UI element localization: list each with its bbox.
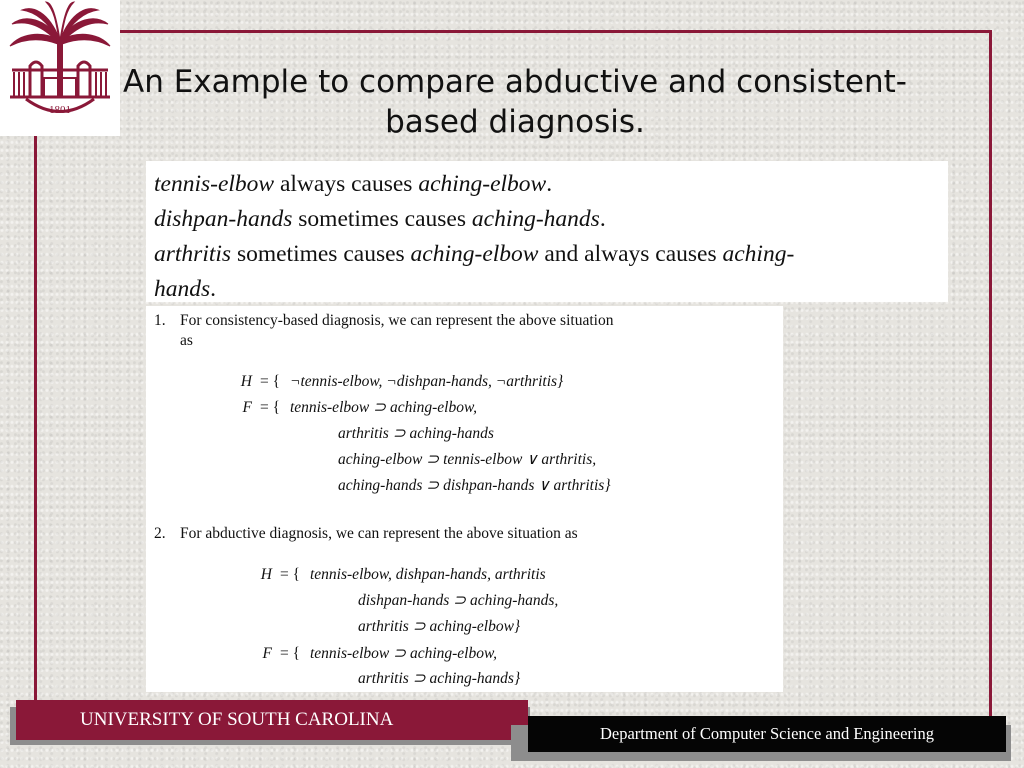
abductive-h-line: dishpan-hands ⊃ aching-hands,	[358, 592, 559, 609]
department-banner: Department of Computer Science and Engineering	[528, 716, 1006, 752]
logo-year: 1801	[49, 104, 71, 116]
abductive-f-line: arthritis ⊃ aching-hands}	[358, 670, 521, 687]
causes-statement-panel	[146, 161, 948, 302]
palmetto-tree-icon	[0, 0, 120, 136]
consistency-f-line: aching-hands ⊃ dishpan-hands ∨ arthritis}	[338, 477, 611, 494]
causes-line-3: arthritis sometimes causes aching-elbow and always causes aching-	[154, 241, 795, 267]
consistency-h-set: H = { ¬tennis-elbow, ¬dishpan-hands, ¬arthritis}	[240, 373, 564, 390]
formal-representation-panel	[146, 306, 783, 692]
causes-line-2: dishpan-hands sometimes causes aching-hands.	[154, 206, 606, 232]
slide-frame-top	[118, 30, 992, 33]
consistency-f-line: aching-elbow ⊃ tennis-elbow ∨ arthritis,	[338, 451, 597, 468]
university-banner: UNIVERSITY OF SOUTH CAROLINA	[16, 700, 528, 740]
causes-line-1: tennis-elbow always causes aching-elbow.	[154, 171, 553, 197]
abductive-intro: 2. For abductive diagnosis, we can represent the above situation as	[154, 525, 578, 542]
slide-title: An Example to compare abductive and consistent-based diagnosis.	[123, 64, 907, 140]
university-logo	[0, 0, 120, 136]
abductive-f-set: F = { tennis-elbow ⊃ aching-elbow,	[262, 645, 498, 662]
consistency-intro: 1. For consistency-based diagnosis, we can represent the above situation as	[154, 312, 614, 349]
causes-statement	[154, 167, 942, 307]
slide-frame-right	[989, 30, 992, 720]
abductive-h-line: arthritis ⊃ aching-elbow}	[358, 618, 521, 635]
causes-line-4: hands.	[154, 276, 217, 302]
consistency-f-set: F = { tennis-elbow ⊃ aching-elbow,	[242, 399, 478, 416]
abductive-h-set: H = { tennis-elbow, dishpan-hands, arthritis	[260, 566, 546, 583]
consistency-f-line: arthritis ⊃ aching-hands	[338, 425, 494, 442]
